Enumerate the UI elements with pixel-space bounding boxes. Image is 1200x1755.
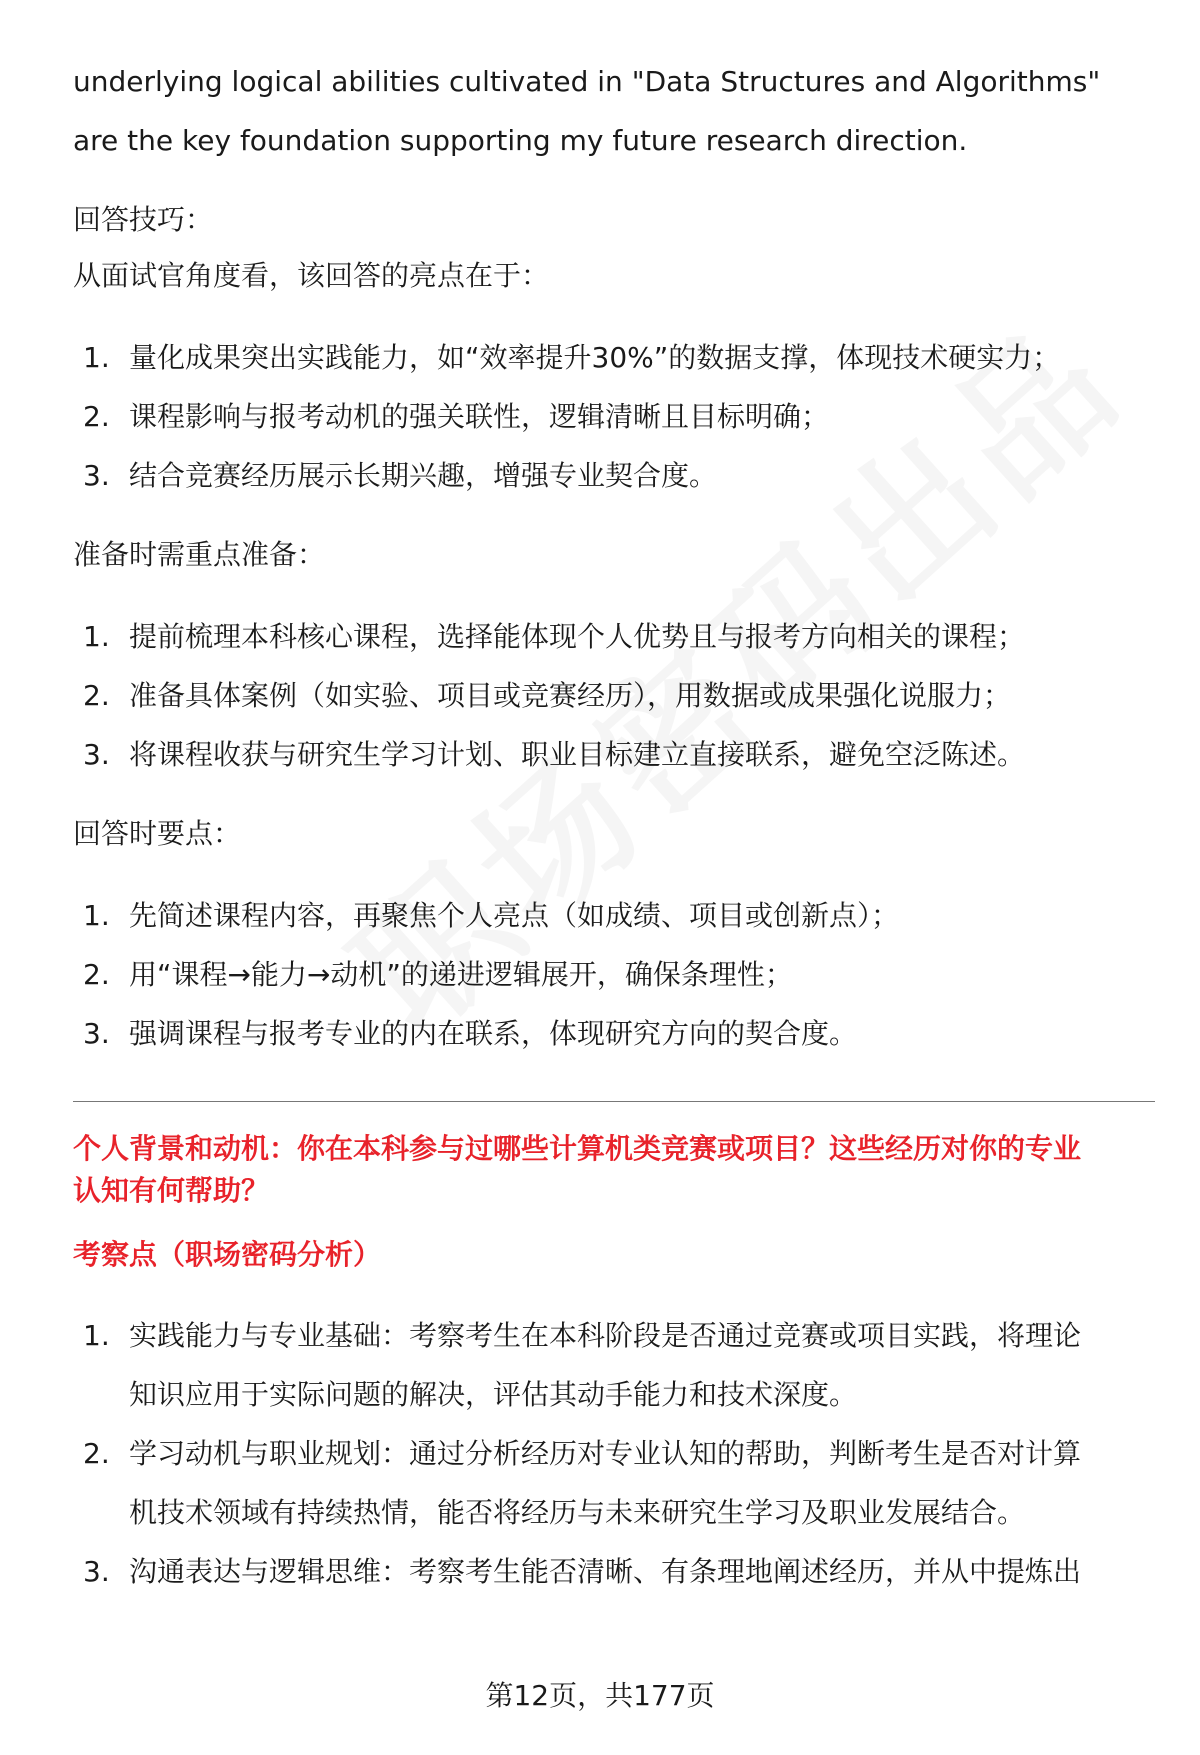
list-item: 2. 课程影响与报考动机的强关联性，逻辑清晰且目标明确； xyxy=(83,400,830,433)
list-item: 3. 结合竞赛经历展示长期兴趣，增强专业契合度。 xyxy=(83,459,718,492)
list-item: 3. 沟通表达与逻辑思维：考察考生能否清晰、有条理地阐述经历，并从中提炼出 xyxy=(83,1555,1082,1588)
list-item: 2. 用“课程→能力→动机”的递进逻辑展开，确保条理性； xyxy=(83,958,793,991)
intro-line-2: are the key foundation supporting my future research direction. xyxy=(73,124,968,157)
list-item: 3. 强调课程与报考专业的内在联系，体现研究方向的契合度。 xyxy=(83,1017,858,1050)
tips-list xyxy=(73,328,1155,505)
tips-lead: 从面试官角度看，该回答的亮点在于： xyxy=(73,259,550,292)
analysis-list xyxy=(73,1306,1155,1601)
list-item: 2. 准备具体案例（如实验、项目或竞赛经历），用数据或成果强化说服力； xyxy=(83,679,1012,712)
intro-line-1: underlying logical abilities cultivated in "Data Structures and Algorithms" xyxy=(73,65,1101,98)
list-item: 1. 提前梳理本科核心课程，选择能体现个人优势且与报考方向相关的课程； xyxy=(83,620,1026,653)
list-item: 3. 将课程收获与研究生学习计划、职业目标建立直接联系，避免空泛陈述。 xyxy=(83,738,1026,771)
list-item: 1. 实践能力与专业基础：考察考生在本科阶段是否通过竞赛或项目实践，将理论 知识应用于实际问题的解决，评估其动手能力和技术深度。 xyxy=(83,1319,1082,1411)
tips-label: 回答技巧： xyxy=(73,203,214,236)
page-footer: 第12页，共177页 xyxy=(485,1679,715,1712)
analysis-heading: 考察点（职场密码分析） xyxy=(73,1238,382,1271)
prep-list xyxy=(73,607,1155,784)
points-label: 回答时要点： xyxy=(73,817,242,850)
points-list xyxy=(73,886,1155,1063)
question-heading-line-1: 个人背景和动机：你在本科参与过哪些计算机类竞赛或项目？这些经历对你的专业 xyxy=(73,1132,1082,1165)
list-item: 1. 量化成果突出实践能力，如“效率提升30%”的数据支撑，体现技术硬实力； xyxy=(83,341,1061,374)
question-heading-line-2: 认知有何帮助？ xyxy=(73,1174,270,1207)
page-content xyxy=(73,52,1155,1601)
prep-label: 准备时需重点准备： xyxy=(73,538,326,571)
list-item: 1. 先简述课程内容，再聚焦个人亮点（如成绩、项目或创新点）； xyxy=(83,899,900,932)
list-item: 2. 学习动机与职业规划：通过分析经历对专业认知的帮助，判断考生是否对计算 机技术领域有持续热情，能否将经历与未来研究生学习及职业发展结合。 xyxy=(83,1437,1082,1529)
